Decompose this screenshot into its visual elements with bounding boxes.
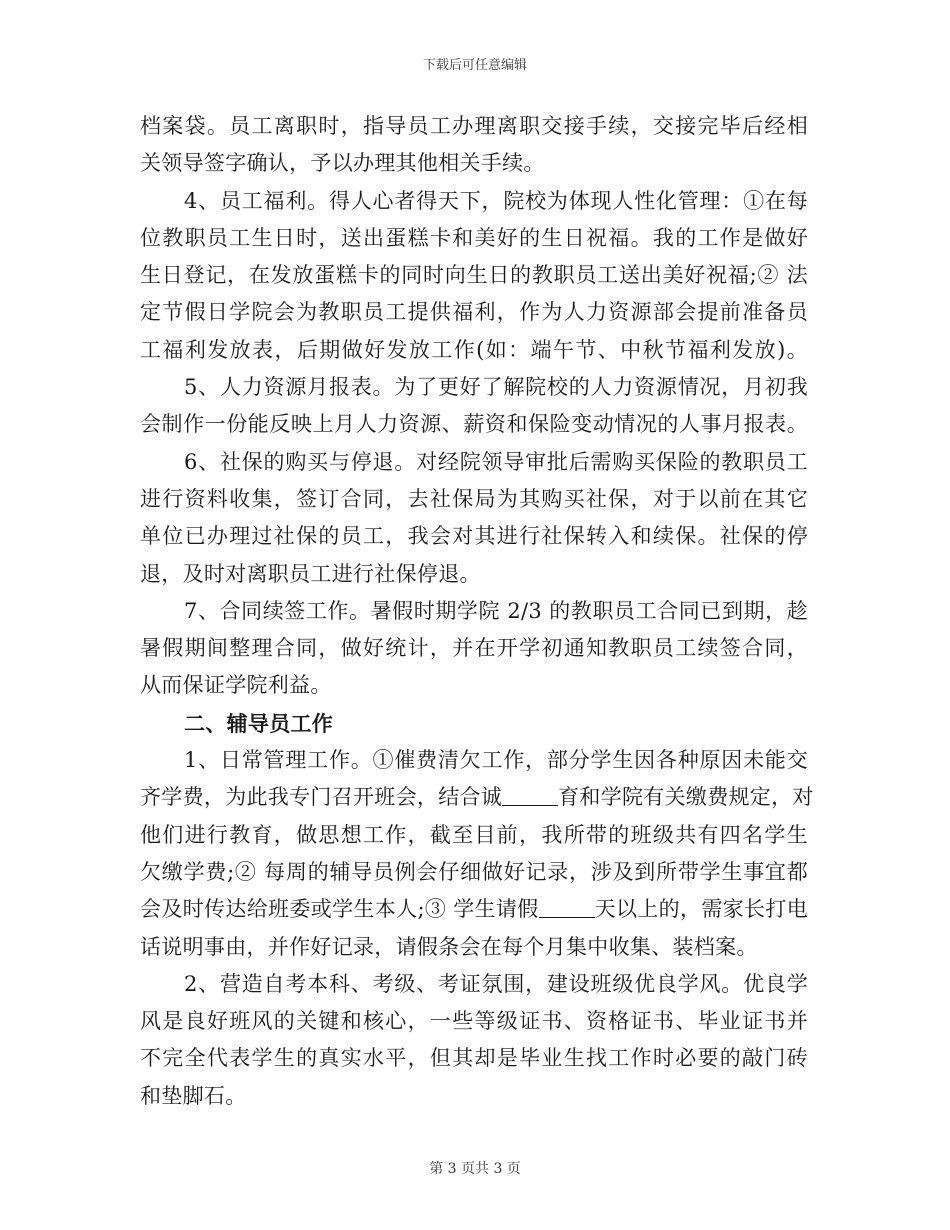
paragraph-line: 7、合同续签工作。暑假时期学院 2/3 的教职员工合同已到期，趁 [184, 598, 808, 623]
fill-in-blank [539, 899, 595, 918]
paragraph-line: 他们进行教育，做思想工作，截至目前，我所带的班级共有四名学生 [140, 822, 808, 847]
fill-in-blank [502, 787, 558, 806]
text-segment: 育和学院有关缴费规定，对 [558, 785, 814, 810]
paragraph-line [140, 891, 808, 928]
paragraph-line: 从而保证学院利益。 [140, 673, 332, 698]
text-segment: 齐学费，为此我专门召开班会，结合诚 [140, 785, 503, 810]
text-segment: 会及时传达给班委或学生本人;③ 学生请假 [140, 897, 539, 922]
paragraph-line: 话说明事由，并作好记录，请假条会在每个月集中收集、装档案。 [140, 934, 758, 959]
paragraph-line: 档案袋。员工离职时，指导员工办理离职交接手续，交接完毕后经相 [140, 114, 808, 138]
paragraph-line: 定节假日学院会为教职员工提供福利，作为人力资源部会提前准备员 [140, 300, 808, 325]
paragraph-line: 退，及时对离职员工进行社保停退。 [140, 561, 481, 586]
paragraph-line: 6、社保的购买与停退。对经院领导审批后需购买保险的教职员工 [184, 449, 808, 474]
paragraph-line: 风是良好班风的关键和核心，一些等级证书、资格证书、毕业证书并 [140, 1009, 808, 1034]
document-body [140, 108, 814, 1115]
paragraph-line: 单位已办理过社保的员工，我会对其进行社保转入和续保。社保的停 [140, 524, 808, 549]
paragraph-line: 位教职员工生日时，送出蛋糕卡和美好的生日祝福。我的工作是做好 [140, 225, 808, 250]
paragraph-line: 关领导签字确认，予以办理其他相关手续。 [140, 151, 545, 176]
paragraph-line: 工福利发放表，后期做好发放工作(如：端午节、中秋节福利发放)。 [140, 337, 808, 362]
paragraph-line: 暑假期间整理合同，做好统计，并在开学初通知教职员工续签合同， [140, 636, 808, 661]
text-segment: 天以上的，需家长打电 [594, 897, 809, 922]
section-heading: 二、辅导员工作 [184, 710, 334, 736]
page-header: 下载后可任意编辑 [422, 58, 527, 73]
paragraph-line: 4、员工福利。得人心者得天下，院校为体现人性化管理：①在每 [184, 188, 808, 213]
paragraph-line: 欠缴学费;② 每周的辅导员例会仔细做好记录，涉及到所带学生事宜都 [140, 859, 808, 884]
paragraph-line: 进行资料收集，签订合同，去社保局为其购买社保，对于以前在其它 [140, 486, 808, 511]
paragraph-line: 生日登记，在发放蛋糕卡的同时向生日的教职员工送出美好祝福;② 法 [140, 263, 808, 288]
paragraph-line: 1、日常管理工作。①催费清欠工作，部分学生因各种原因未能交 [184, 748, 808, 773]
paragraph-line: 不完全代表学生的真实水平，但其却是毕业生找工作时必要的敲门砖 [140, 1046, 808, 1071]
page-footer: 第 3 页共 3 页 [429, 1161, 521, 1177]
paragraph-line: 和垫脚石。 [140, 1083, 247, 1108]
paragraph-line: 会制作一份能反映上月人力资源、薪资和保险变动情况的人事月报表。 [140, 412, 808, 437]
paragraph-line: 2、营造自考本科、考级、考证氛围，建设班级优良学风。优良学 [184, 971, 808, 996]
paragraph-line: 5、人力资源月报表。为了更好了解院校的人力资源情况，月初我 [184, 375, 808, 400]
paragraph-line [140, 779, 814, 816]
